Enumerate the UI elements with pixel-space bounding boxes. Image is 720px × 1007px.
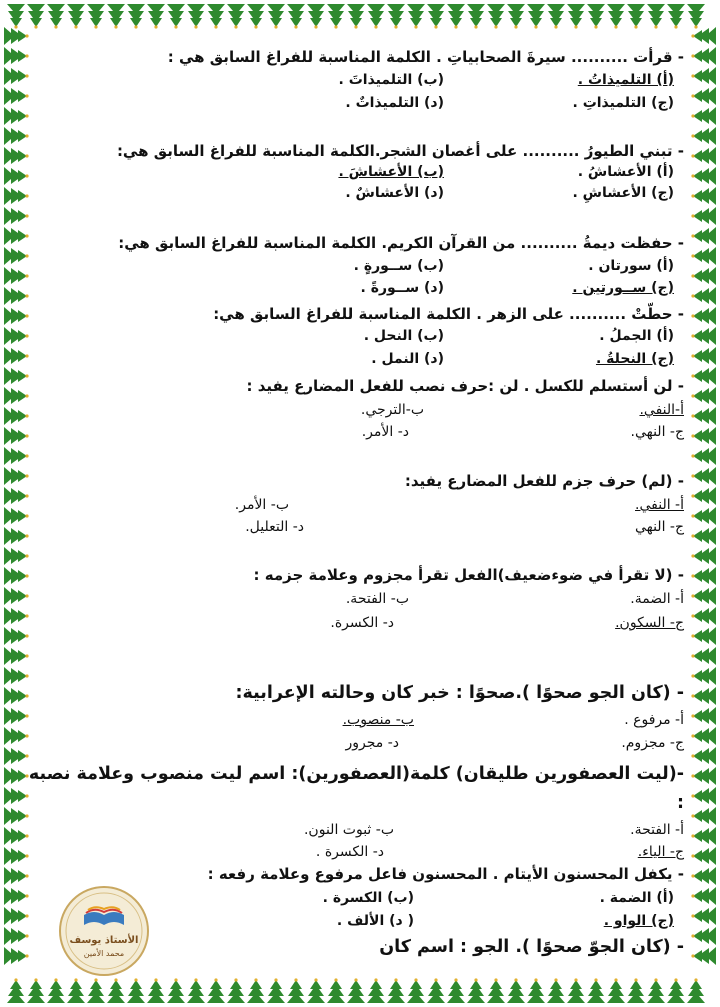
tree-ornament (4, 167, 29, 185)
q5-option-b: ب-الترجي. (360, 402, 424, 418)
tree-ornament (4, 567, 29, 585)
tree-ornament (691, 367, 716, 385)
tree-ornament (691, 227, 716, 245)
tree-ornament (467, 978, 485, 1003)
tree-ornament (227, 4, 245, 29)
tree-ornament (427, 978, 445, 1003)
tree-ornament (4, 827, 29, 845)
tree-ornament (4, 427, 29, 445)
tree-ornament (487, 4, 505, 29)
tree-ornament (4, 127, 29, 145)
question-4: - حطّتْ .......... على الزهر . الكلمة المناسبة للفراغ السابق هي: (213, 305, 684, 323)
tree-ornament (47, 978, 65, 1003)
tree-ornament (467, 4, 485, 29)
tree-ornament (4, 107, 29, 125)
q3-option-d: (د) ســورةً . (360, 280, 444, 296)
tree-ornament (691, 427, 716, 445)
tree-ornament (691, 247, 716, 265)
tree-ornament (247, 4, 265, 29)
tree-ornament (327, 4, 345, 29)
tree-ornament (691, 287, 716, 305)
tree-ornament (691, 567, 716, 585)
tree-ornament (447, 4, 465, 29)
tree-ornament (691, 787, 716, 805)
tree-ornament (691, 167, 716, 185)
tree-ornament (107, 978, 125, 1003)
tree-ornament (607, 978, 625, 1003)
tree-ornament (167, 978, 185, 1003)
tree-ornament (627, 978, 645, 1003)
worksheet-page (28, 40, 684, 972)
tree-ornament (407, 4, 425, 29)
question-11: - (كان الجوّ صحوًا ). الجو : اسم كان (379, 937, 684, 957)
tree-ornament (347, 4, 365, 29)
tree-ornament (67, 4, 85, 29)
tree-ornament (4, 767, 29, 785)
tree-ornament (4, 787, 29, 805)
q9-option-d: د- الكسرة . (315, 844, 384, 860)
logo-line-2: محمد الأمين (83, 949, 125, 958)
tree-ornament (667, 978, 685, 1003)
tree-ornament (4, 667, 29, 685)
tree-ornament (691, 587, 716, 605)
tree-ornament (327, 978, 345, 1003)
tree-ornament (27, 978, 45, 1003)
tree-ornament (687, 978, 705, 1003)
tree-ornament (4, 927, 29, 945)
tree-ornament (691, 107, 716, 125)
q5-option-c: ج- النهي. (630, 424, 684, 440)
tree-ornament (691, 887, 716, 905)
q1-option-c: (ج) التلميذاتِ . (572, 95, 674, 111)
teacher-logo-stamp (58, 885, 150, 977)
tree-ornament (207, 4, 225, 29)
tree-ornament (4, 847, 29, 865)
tree-ornament (4, 487, 29, 505)
tree-ornament (367, 978, 385, 1003)
tree-ornament (691, 907, 716, 925)
q2-option-a: (أ) الأعشاشُ . (577, 164, 674, 180)
tree-ornament (647, 978, 665, 1003)
tree-ornament (287, 4, 305, 29)
tree-ornament (127, 4, 145, 29)
tree-ornament (691, 187, 716, 205)
tree-ornament (527, 978, 545, 1003)
tree-ornament (587, 978, 605, 1003)
tree-ornament (427, 4, 445, 29)
tree-ornament (4, 707, 29, 725)
q4-option-b: (ب) النحل . (363, 328, 444, 344)
tree-ornament (227, 978, 245, 1003)
tree-ornament (4, 327, 29, 345)
q10-option-c: (ج) الواو . (603, 913, 674, 929)
tree-ornament (691, 27, 716, 45)
tree-ornament (4, 27, 29, 45)
tree-ornament (691, 47, 716, 65)
tree-ornament (4, 87, 29, 105)
tree-ornament (4, 187, 29, 205)
tree-ornament (447, 978, 465, 1003)
tree-ornament (207, 978, 225, 1003)
tree-ornament (387, 4, 405, 29)
tree-ornament (367, 4, 385, 29)
tree-ornament (691, 127, 716, 145)
tree-ornament (107, 4, 125, 29)
tree-ornament (691, 767, 716, 785)
q10-option-b: (ب) الكسرة . (322, 890, 414, 906)
tree-ornament (691, 307, 716, 325)
tree-ornament (691, 807, 716, 825)
tree-ornament (4, 147, 29, 165)
q6-option-d: د- التعليل. (245, 519, 304, 535)
question-3: - حفظت ديمةُ .......... من القرآن الكريم. الكلمة المناسبة للفراغ السابق هي: (118, 234, 684, 252)
q1-option-b: (ب) التلميذاتَ . (338, 72, 444, 88)
tree-ornament (691, 647, 716, 665)
q9-option-c: ج- الياء. (637, 844, 684, 860)
tree-ornament (691, 747, 716, 765)
question-9: -(ليت العصفورين طليقان) كلمة(العصفورين): اسم ليت منصوب وعلامة نصبه (28, 764, 684, 784)
question-1: - قرأت .......... سيرةَ الصحابياتِ . الكلمة المناسبة للفراغ السابق هي : (167, 48, 684, 66)
q7-option-d: د- الكسرة. (330, 615, 394, 631)
question-9-continuation: : (677, 793, 684, 813)
tree-ornament (691, 727, 716, 745)
q4-option-d: (د) النمل . (371, 351, 444, 367)
logo-line-1: الأستاذ يوسف (69, 935, 139, 946)
tree-ornament (187, 4, 205, 29)
tree-ornament (691, 947, 716, 965)
tree-ornament (691, 487, 716, 505)
q8-option-c: ج- مجزوم. (621, 735, 684, 751)
tree-ornament (4, 447, 29, 465)
q9-option-b: ب- ثبوت النون. (303, 822, 394, 838)
q8-option-d: د- مجرور (345, 735, 399, 751)
tree-ornament (587, 4, 605, 29)
q8-option-a: أ- مرفوع . (624, 712, 684, 728)
question-6: - (لم) حرف جزم للفعل المضارع يفيد: (404, 472, 684, 490)
tree-ornament (691, 707, 716, 725)
tree-ornament (87, 4, 105, 29)
tree-ornament (4, 287, 29, 305)
q4-option-c: (ج) النحلةُ . (595, 351, 674, 367)
tree-ornament (691, 327, 716, 345)
tree-ornament (547, 978, 565, 1003)
tree-ornament (4, 387, 29, 405)
q7-option-c: ج- السكون. (615, 615, 684, 631)
tree-ornament (4, 507, 29, 525)
tree-ornament (147, 4, 165, 29)
tree-ornament (147, 978, 165, 1003)
tree-ornament (547, 4, 565, 29)
tree-ornament (507, 4, 525, 29)
tree-ornament (567, 978, 585, 1003)
tree-ornament (691, 347, 716, 365)
tree-ornament (307, 978, 325, 1003)
tree-ornament (4, 47, 29, 65)
q9-option-a: أ- الفتحة. (630, 822, 684, 838)
tree-ornament (307, 4, 325, 29)
tree-ornament (691, 147, 716, 165)
tree-ornament (4, 607, 29, 625)
q4-option-a: (أ) الجملُ . (599, 328, 674, 344)
q2-option-c: (ج) الأعشاشِ . (572, 185, 674, 201)
tree-ornament (347, 978, 365, 1003)
tree-ornament (4, 947, 29, 965)
question-8: - (كان الجو صحوًا ).صحوًا : خبر كان وحالته الإعرابية: (235, 683, 684, 703)
tree-ornament (691, 207, 716, 225)
tree-ornament (567, 4, 585, 29)
tree-ornament (691, 827, 716, 845)
tree-ornament (647, 4, 665, 29)
question-2: - تبني الطيورُ .......... على أغصان الشجر.الكلمة المناسبة للفراغ السابق هي: (116, 142, 684, 160)
tree-ornament (7, 978, 25, 1003)
q5-option-d: د- الأمر. (361, 424, 409, 440)
tree-ornament (4, 547, 29, 565)
q10-option-a: (أ) الضمة . (599, 890, 674, 906)
q1-option-d: (د) التلميذاتٌ . (345, 95, 444, 111)
tree-ornament (4, 67, 29, 85)
tree-ornament (607, 4, 625, 29)
tree-ornament (4, 207, 29, 225)
tree-ornament (7, 4, 25, 29)
tree-ornament (691, 847, 716, 865)
question-5: - لن أستسلم للكسل . لن :حرف نصب للفعل المضارع يفيد : (246, 377, 684, 395)
q5-option-a: أ-النفي. (639, 402, 684, 418)
tree-ornament (487, 978, 505, 1003)
tree-ornament (4, 367, 29, 385)
tree-ornament (167, 4, 185, 29)
tree-ornament (4, 527, 29, 545)
tree-ornament (4, 727, 29, 745)
question-7: - (لا تقرأ في ضوءضعيف)الفعل تقرأ مجزوم وعلامة جزمه : (253, 566, 684, 584)
tree-ornament (667, 4, 685, 29)
tree-ornament (387, 978, 405, 1003)
q6-option-c: ج- النهي (634, 519, 684, 535)
tree-ornament (691, 507, 716, 525)
tree-ornament (4, 247, 29, 265)
tree-ornament (4, 747, 29, 765)
tree-ornament (267, 978, 285, 1003)
tree-ornament (67, 978, 85, 1003)
tree-ornament (187, 978, 205, 1003)
q3-option-b: (ب) ســورةٍ . (353, 258, 444, 274)
tree-ornament (27, 4, 45, 29)
tree-ornament (691, 407, 716, 425)
q7-option-a: أ- الضمة. (630, 591, 684, 607)
q2-option-b: (ب) الأعشاشَ . (338, 164, 444, 180)
tree-ornament (627, 4, 645, 29)
tree-ornament (691, 527, 716, 545)
tree-ornament (691, 547, 716, 565)
question-10: - يكفل المحسنون الأيتام . المحسنون فاعل مرفوع وعلامة رفعه : (207, 865, 684, 883)
tree-ornament (691, 927, 716, 945)
q7-option-b: ب- الفتحة. (345, 591, 409, 607)
tree-ornament (4, 227, 29, 245)
tree-ornament (267, 4, 285, 29)
q10-option-d: ( د) الألف . (336, 913, 414, 929)
tree-ornament (4, 307, 29, 325)
tree-ornament (4, 807, 29, 825)
tree-ornament (47, 4, 65, 29)
tree-ornament (691, 387, 716, 405)
tree-ornament (4, 347, 29, 365)
tree-ornament (691, 447, 716, 465)
tree-ornament (691, 627, 716, 645)
tree-ornament (691, 267, 716, 285)
q6-option-a: أ- النفي. (635, 497, 684, 513)
tree-ornament (4, 267, 29, 285)
tree-ornament (4, 887, 29, 905)
tree-ornament (691, 67, 716, 85)
tree-ornament (691, 667, 716, 685)
tree-ornament (407, 978, 425, 1003)
tree-ornament (691, 687, 716, 705)
tree-ornament (4, 687, 29, 705)
tree-ornament (691, 867, 716, 885)
tree-ornament (687, 4, 705, 29)
q8-option-b: ب- منصوب. (342, 712, 414, 728)
tree-ornament (691, 87, 716, 105)
tree-ornament (507, 978, 525, 1003)
q2-option-d: (د) الأعشاشٌ . (345, 185, 444, 201)
tree-ornament (127, 978, 145, 1003)
tree-ornament (247, 978, 265, 1003)
tree-ornament (4, 587, 29, 605)
q1-option-a: (أ) التلميذاتُ . (577, 72, 674, 88)
tree-ornament (4, 647, 29, 665)
tree-ornament (287, 978, 305, 1003)
q6-option-b: ب- الأمر. (234, 497, 289, 513)
tree-ornament (4, 407, 29, 425)
tree-ornament (527, 4, 545, 29)
tree-ornament (4, 907, 29, 925)
tree-ornament (691, 467, 716, 485)
tree-ornament (691, 607, 716, 625)
tree-ornament (4, 467, 29, 485)
tree-ornament (4, 627, 29, 645)
tree-ornament (4, 867, 29, 885)
q3-option-c: (ج) ســورتين . (572, 280, 674, 296)
q3-option-a: (أ) سورتان . (588, 258, 674, 274)
tree-ornament (87, 978, 105, 1003)
